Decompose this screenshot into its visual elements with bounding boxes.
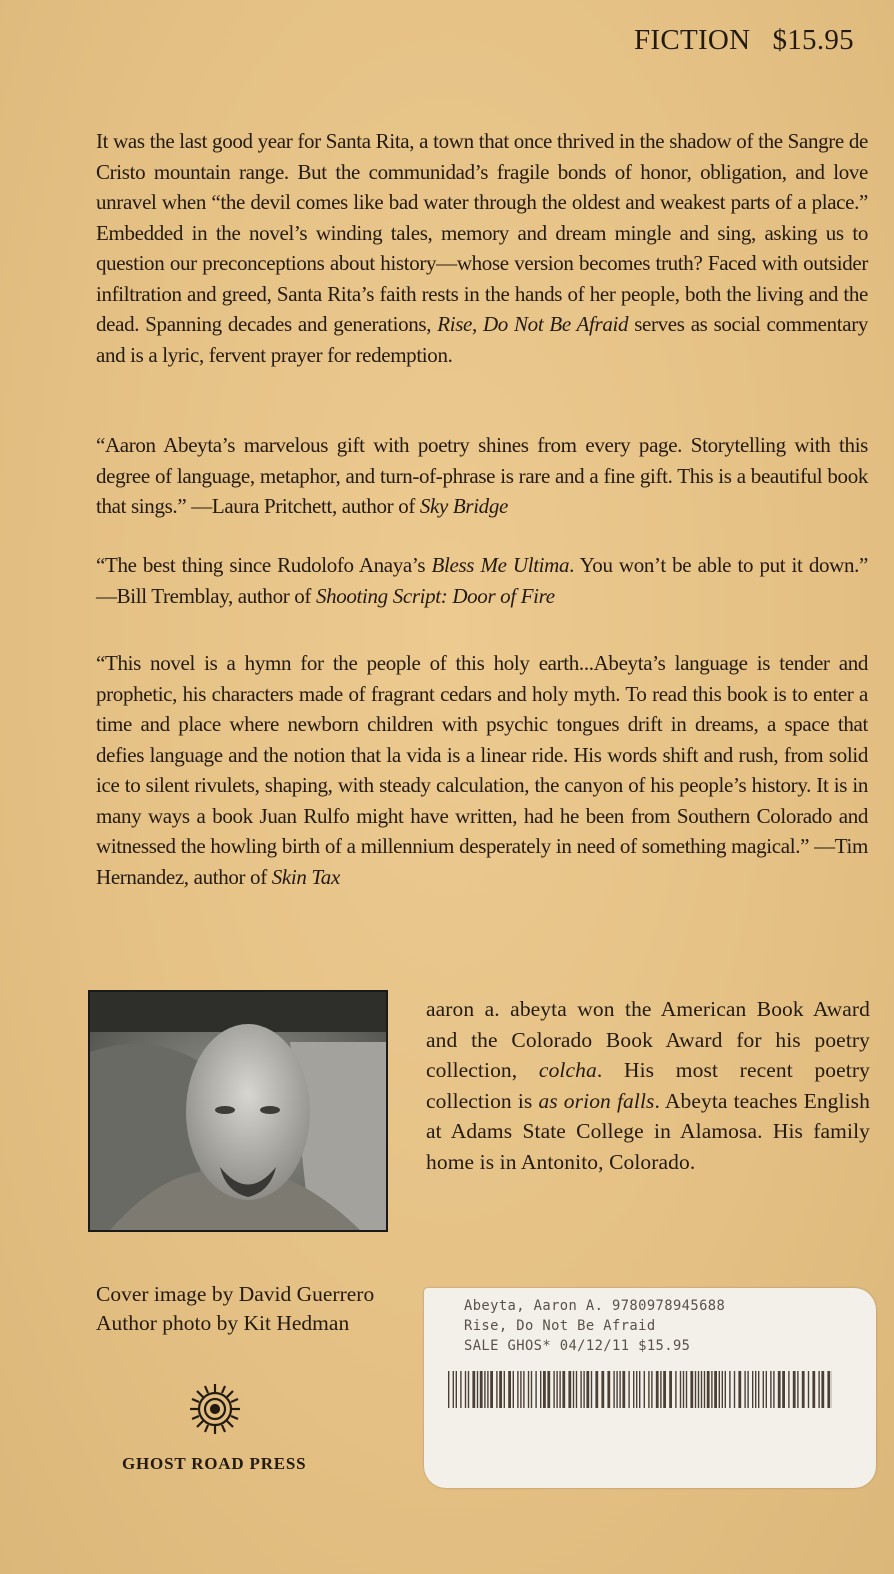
barcode-bar: [601, 1371, 604, 1408]
barcode-bar: [613, 1371, 614, 1408]
barcode-bar: [651, 1371, 652, 1408]
barcode-bar: [504, 1371, 505, 1408]
book-title: Rise, Do Not Be Afraid: [437, 312, 629, 336]
barcode-bar: [540, 1371, 541, 1408]
barcode-bar: [656, 1371, 659, 1408]
barcode-bar: [827, 1371, 830, 1408]
barcode-bar: [465, 1371, 466, 1408]
barcode-bar: [468, 1371, 469, 1408]
bio-text: . Abeyta teaches English at Adams State College in Alamosa. His family home is in Antonito, Colorado.: [426, 1088, 870, 1174]
barcode-bar: [675, 1371, 676, 1408]
barcode-bar: [704, 1371, 705, 1408]
barcode-bar: [490, 1371, 493, 1408]
barcode-bar: [788, 1371, 789, 1408]
barcode-bar: [453, 1371, 454, 1408]
barcode-bar: [619, 1371, 620, 1408]
barcode-bar: [480, 1371, 483, 1408]
barcode-bar: [644, 1371, 645, 1408]
barcode-bar: [738, 1371, 741, 1408]
barcode-bar: [719, 1371, 720, 1408]
barcode-bar: [663, 1371, 666, 1408]
barcode-bar: [535, 1371, 536, 1408]
barcode-bar: [553, 1371, 554, 1408]
barcode-bar: [797, 1371, 798, 1408]
barcode-bar: [633, 1371, 634, 1408]
bio-work-title: as orion falls: [538, 1088, 655, 1113]
barcode-bar: [793, 1371, 796, 1408]
barcode-bar: [782, 1371, 785, 1408]
blurb-text: “The best thing since Rudolofo Anaya’s: [96, 553, 432, 577]
blurb-work-title: Skin Tax: [271, 864, 340, 889]
barcode-bar: [683, 1371, 684, 1408]
credits: [96, 1280, 374, 1338]
author-bio: [426, 994, 870, 1177]
barcode-bar: [460, 1371, 461, 1408]
barcode-bar: [520, 1371, 521, 1408]
barcode-bar: [580, 1371, 581, 1408]
bio-text: aaron a. abeyta won the American Book Award and the Colorado Book Award for his poetry collection,: [426, 997, 870, 1082]
barcode-bar: [583, 1371, 584, 1408]
barcode-bar: [701, 1371, 702, 1408]
sun-emblem-icon: [188, 1382, 242, 1436]
barcode-bar: [686, 1371, 687, 1408]
barcode-bar: [729, 1371, 730, 1408]
barcode-bar: [639, 1371, 640, 1408]
barcode-bar: [747, 1371, 748, 1408]
barcode-bar: [487, 1371, 488, 1408]
cover-credit: Cover image by David Guerrero: [96, 1282, 375, 1306]
barcode-bar: [484, 1371, 485, 1408]
barcode-bar: [616, 1371, 617, 1408]
barcode-bar: [547, 1371, 550, 1408]
barcode-bar: [595, 1371, 598, 1408]
blurb-text-end: . You won’t be able to put it down.” —Bill Tremblay, author of: [96, 553, 868, 608]
barcode-bar: [523, 1371, 524, 1408]
blurb-pritchett: [96, 430, 868, 522]
barcode-bar: [448, 1371, 449, 1408]
barcode-bar: [628, 1371, 629, 1408]
barcode-bar: [508, 1371, 511, 1408]
barcode-bar: [763, 1371, 764, 1408]
barcode-bar: [543, 1371, 546, 1408]
category-label: FICTION: [633, 24, 751, 56]
barcode-bar: [714, 1371, 717, 1408]
barcode-bar: [559, 1371, 560, 1408]
barcode-bar: [766, 1371, 767, 1408]
barcode-bar: [648, 1371, 649, 1408]
sticker-line-sale: SALE GHOS* 04/12/11 $15.95: [464, 1338, 691, 1354]
barcode-bar: [821, 1371, 824, 1408]
barcode-bar: [707, 1371, 710, 1408]
barcode-bar: [576, 1371, 577, 1408]
blurb-quoted-title: Bless Me Ultima: [431, 553, 570, 577]
barcode-bar: [607, 1371, 610, 1408]
photo-credit: Author photo by Kit Hedman: [96, 1311, 350, 1335]
author-photo: [88, 990, 388, 1232]
barcode-bar: [496, 1371, 497, 1408]
barcode-bar: [573, 1371, 574, 1408]
barcode-bar: [472, 1371, 475, 1408]
barcode-bar: [755, 1371, 756, 1408]
description-text-end: serves as social commentary and is a lyric, fervent prayer for redemption.: [96, 312, 868, 367]
barcode-bar: [591, 1371, 592, 1408]
sticker-line-title: Rise, Do Not Be Afraid: [464, 1318, 656, 1334]
blurb-work-title: Sky Bridge: [419, 494, 508, 518]
barcode-bar: [812, 1371, 815, 1408]
blurb-tremblay: [96, 550, 868, 611]
barcode-bar: [513, 1371, 514, 1408]
barcode-bar: [695, 1371, 696, 1408]
barcode-bar: [680, 1371, 681, 1408]
barcode-bar: [808, 1371, 809, 1408]
barcode-bar: [556, 1371, 557, 1408]
barcode-bar: [770, 1371, 771, 1408]
barcode-bar: [711, 1371, 712, 1408]
barcode-bar: [531, 1371, 532, 1408]
sticker-text: [464, 1296, 725, 1356]
author-portrait-image: [90, 992, 386, 1230]
barcode-bar: [818, 1371, 819, 1408]
blurb-work-title: Shooting Script: Door of Fire: [315, 583, 555, 608]
barcode: [448, 1371, 832, 1408]
barcode-bar: [725, 1371, 726, 1408]
barcode-bar: [690, 1371, 693, 1408]
barcode-bar: [758, 1371, 759, 1408]
price-sticker: [424, 1288, 876, 1488]
barcode-bar: [660, 1371, 661, 1408]
barcode-bar: [517, 1371, 518, 1408]
sticker-line-author-isbn: Abeyta, Aaron A. 9780978945688: [464, 1298, 726, 1314]
price-label: $15.95: [772, 24, 854, 56]
barcode-bar: [456, 1371, 457, 1408]
barcode-bar: [722, 1371, 723, 1408]
barcode-bar: [734, 1371, 735, 1408]
barcode-bar: [636, 1371, 637, 1408]
barcode-bar: [499, 1371, 502, 1408]
barcode-bar: [562, 1371, 565, 1408]
description-text: It was the last good year for Santa Rita, a town that once thrived in the shadow of the Sangre de Cristo mountain range. But the communidad’s fragile bonds of honor, obligation, and love unravel when “the devil comes like bad water through the oldest and weakest parts of a place.” Embedded in the novel’s winding tales, memory and dream mingle and sing, asking us to question our preconceptions about history—whose version becomes truth? Faced with outsider infiltration and greed, Santa Rita’s faith rests in the hands of her people, both the living and the dead. Spanning decades and generations,: [96, 129, 868, 336]
barcode-bar: [528, 1371, 529, 1408]
barcode-bar: [586, 1371, 589, 1408]
barcode-bar: [752, 1371, 753, 1408]
barcode-bar: [802, 1371, 805, 1408]
barcode-bar: [744, 1371, 745, 1408]
barcode-bar: [773, 1371, 774, 1408]
barcode-bar: [698, 1371, 699, 1408]
barcode-bar: [622, 1371, 625, 1408]
book-description: [96, 126, 868, 370]
publisher-name: GHOST ROAD PRESS: [122, 1454, 307, 1473]
blurb-text: “This novel is a hymn for the people of this holy earth...Abeyta’s language is tender and prophetic, his characters made of fragrant cedars and holy myth. To read this book is to enter a time and place where newborn children with psychic tongues drift in dreams, a space that defies language and the notion that la vida is a linear ride. His words shift and rush, from solid ice to silent rivulets, shaping, with steady calculation, the canyon of his people’s history. It is in many ways a book Juan Rulfo might have written, had he been from Southern Colorado and witnessed the howling birth of a millennium desperately in need of something magical.” —Tim Hernandez, author of: [96, 651, 868, 889]
barcode-bar: [778, 1371, 781, 1408]
bio-text: . His most recent poetry collection is: [426, 1058, 870, 1113]
category-price-header: [634, 24, 854, 57]
blurb-hernandez: [96, 648, 868, 892]
barcode-bar: [568, 1371, 571, 1408]
bio-work-title: colcha: [538, 1058, 597, 1082]
barcode-bar: [477, 1371, 478, 1408]
blurb-text: “Aaron Abeyta’s marvelous gift with poetry shines from every page. Storytelling with this degree of language, metaphor, and turn-of-phrase is rare and a fine gift. This is a beautiful book that sings.” —Laura Pritchett, author of: [96, 433, 868, 518]
barcode-bar: [669, 1371, 672, 1408]
